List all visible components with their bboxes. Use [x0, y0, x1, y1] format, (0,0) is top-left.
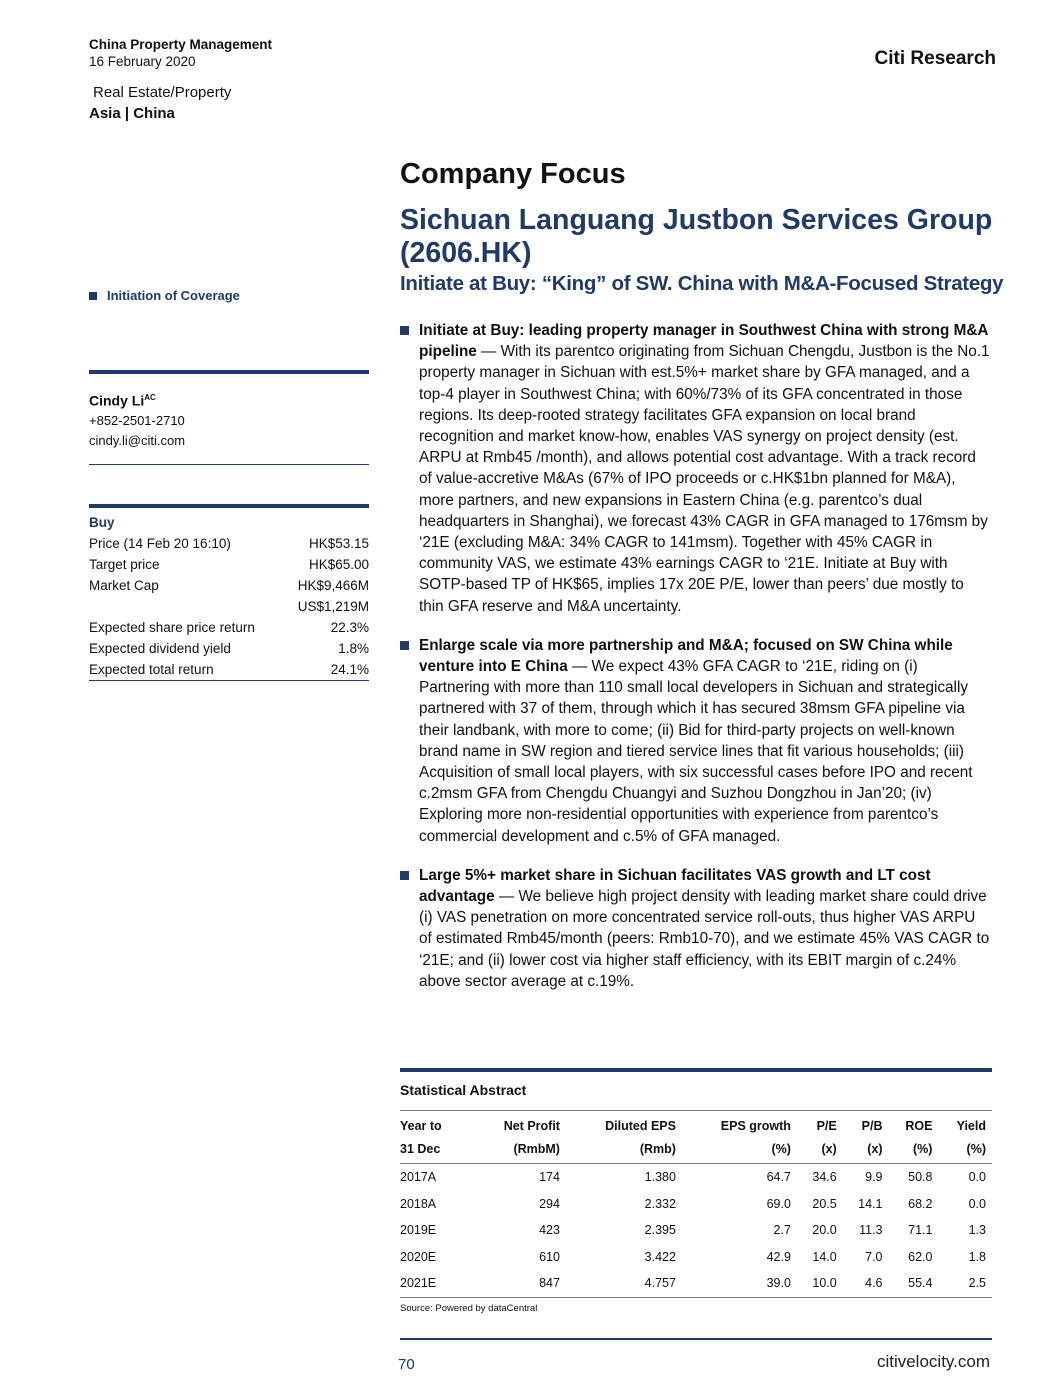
- bullet-body: — With its parentco originating from Sichuan Chengdu, Justbon is the No.1 property manager in Sichuan with est.5%+ market share by GFA managed, and a top-4 player in Southwest China; with 60%/73% of its GFA concentrated in those regions. Its deep-rooted strategy facilitates GFA expansion on local brand recognition and market know-how, enables VAS synergy on project density (est. ARPU at Rmb45 /month), and allows potential cost advantage. With a track record of value-accretive M&As (67% of IPO proceeds or c.HK$1bn planned for M&A), more partners, and new expansions in Eastern China (e.g. parentco’s dual headquarters in Shanghai), we forecast 43% CAGR in GFA managed to 176msm by ‘21E (excluding M&A: 34% CAGR to 141msm). Together with 45% CAGR in community VAS, we estimate 43% earnings CAGR to ‘21E. Initiate at Buy with SOTP-based TP of HK$65, implies 17x 20E P/E, lower than peers’ due mostly to thin GFA reserve and M&A uncertainty.: [419, 343, 990, 615]
- column-unit: (%): [938, 1137, 992, 1164]
- summary-bullet: [400, 865, 992, 992]
- table-header-row: [400, 1111, 992, 1138]
- column-header: Diluted EPS: [566, 1111, 682, 1138]
- square-bullet-icon: [400, 326, 409, 335]
- column-unit: 31 Dec: [400, 1137, 472, 1164]
- region-label: Asia | China: [89, 105, 175, 122]
- metric-row: US$1,219M: [297, 599, 369, 614]
- footer-site-link[interactable]: citivelocity.com: [876, 1352, 990, 1371]
- coverage-tag-label: Initiation of Coverage: [107, 288, 240, 303]
- column-unit: (%): [889, 1137, 939, 1164]
- column-header: Net Profit: [472, 1111, 566, 1138]
- metric-row: Expected total return 24.1%: [89, 659, 369, 681]
- column-unit: (Rmb): [566, 1137, 682, 1164]
- metric-row: Price (14 Feb 20 16:10) HK$53.15: [89, 536, 369, 551]
- coverage-tag: [89, 288, 240, 303]
- analyst-name-line: [89, 388, 185, 411]
- bullet-lead: Initiate at Buy: leading property manager in Southwest China with strong M&A pipeline: [419, 322, 988, 361]
- analyst-phone: +852-2501-2710: [89, 412, 185, 428]
- company-name: Sichuan Languang Justbon Services Group (2606.HK): [400, 204, 993, 269]
- statistical-abstract: [400, 1068, 992, 1340]
- summary-bullet: [400, 635, 992, 847]
- square-bullet-icon: [400, 871, 409, 880]
- divider: [89, 504, 369, 508]
- analyst-email[interactable]: cindy.li@citi.com: [89, 432, 186, 448]
- table-row: 2021E 847 4.757 39.0 10.0 4.6 55.4 2.5: [400, 1270, 992, 1297]
- summary-bullets: [400, 320, 992, 1010]
- bullet-lead: Large 5%+ market share in Sichuan facilitates VAS growth and LT cost advantage: [419, 866, 931, 906]
- divider: [89, 464, 369, 465]
- bullet-body: — We expect 43% GFA CAGR to ‘21E, riding on (i) Partnering with more than 110 small local developers in Sichuan and strategically partnered with 37 of them, through which it has secured 38msm GFA pipeline via their landbank, with more to come; (ii) Bid for third-party projects on well-known brand name in SW region and tiered service lines that fit various households; (iii) Acquisition of small local players, with six successful cases before IPO and recent c.2msm GFA from Chengdu Chuangyi and Suzhou Dongzhou in Jan’20; (iv) Exploring more non-residential opportunities with experience from parentco’s commercial development and c.5% of GFA managed.: [419, 658, 973, 845]
- table-row: 2019E 423 2.395 2.7 20.0 11.3 71.1 1.3: [400, 1223, 986, 1238]
- report-type: Company Focus: [400, 158, 626, 190]
- metric-row: Target price HK$65.00: [89, 557, 369, 572]
- column-header: ROE: [889, 1111, 939, 1138]
- metric-row: Expected dividend yield 1.8%: [89, 641, 369, 656]
- column-unit: (RmbM): [472, 1137, 566, 1164]
- analyst-name: Cindy Li: [89, 392, 145, 409]
- stat-table: [400, 1110, 992, 1298]
- summary-bullet: [400, 320, 992, 617]
- table-source: Source: Powered by dataCentral: [400, 1302, 538, 1314]
- divider: [89, 370, 369, 374]
- column-header: P/E: [797, 1111, 843, 1138]
- column-unit: (x): [797, 1137, 843, 1164]
- column-header: Yield: [938, 1111, 992, 1138]
- metric-row: Market Cap HK$9,466M: [89, 578, 369, 593]
- column-unit: (x): [843, 1137, 889, 1164]
- rating-block: [89, 512, 369, 681]
- page-number: 70: [398, 1356, 415, 1373]
- report-series: China Property Management: [89, 37, 273, 52]
- analyst-block: [89, 388, 185, 451]
- column-header: Year to: [400, 1111, 472, 1138]
- table-row: 2017A 174 1.380 64.7 34.6 9.9 50.8 0.0: [400, 1170, 986, 1185]
- divider: [400, 1068, 992, 1072]
- table-header-row: [400, 1137, 992, 1164]
- bullet-lead: Enlarge scale via more partnership and M&A; focused on SW China while venture into E China: [419, 636, 953, 676]
- column-header: P/B: [843, 1111, 889, 1138]
- table-row: 2020E 610 3.422 42.9 14.0 7.0 62.0 1.8: [400, 1249, 986, 1264]
- column-header: EPS growth: [682, 1111, 797, 1138]
- metric-row: Expected share price return 22.3%: [89, 620, 369, 635]
- sector-info: [89, 82, 231, 124]
- bullet-body: — We believe high project density with leading market share could drive (i) VAS penetration on more concentrated service roll-outs, thus higher VAS ARPU of estimated Rmb45/month (peers: Rmb10-70), and we estimate 45% VAS CAGR to ‘21E; and (ii) lower cost via higher staff efficiency, with its EBIT margin of c.24% above sector average at c.19%.: [419, 888, 990, 990]
- analyst-suffix: AC: [144, 393, 156, 402]
- divider: [400, 1338, 992, 1340]
- column-unit: (%): [682, 1137, 797, 1164]
- table-title: Statistical Abstract: [400, 1082, 527, 1098]
- square-bullet-icon: [400, 641, 409, 650]
- rating-label: Buy: [89, 515, 115, 530]
- square-bullet-icon: [89, 292, 97, 300]
- report-date: 16 February 2020: [89, 54, 196, 69]
- sector-label: Real Estate/Property: [93, 84, 232, 101]
- brand-name: Citi Research: [874, 48, 996, 69]
- report-headline: Initiate at Buy: “King” of SW. China with M&A-Focused Strategy: [400, 272, 1004, 295]
- report-header: [89, 36, 272, 70]
- table-row: 2018A 294 2.332 69.0 20.5 14.1 68.2 0.0: [400, 1196, 986, 1211]
